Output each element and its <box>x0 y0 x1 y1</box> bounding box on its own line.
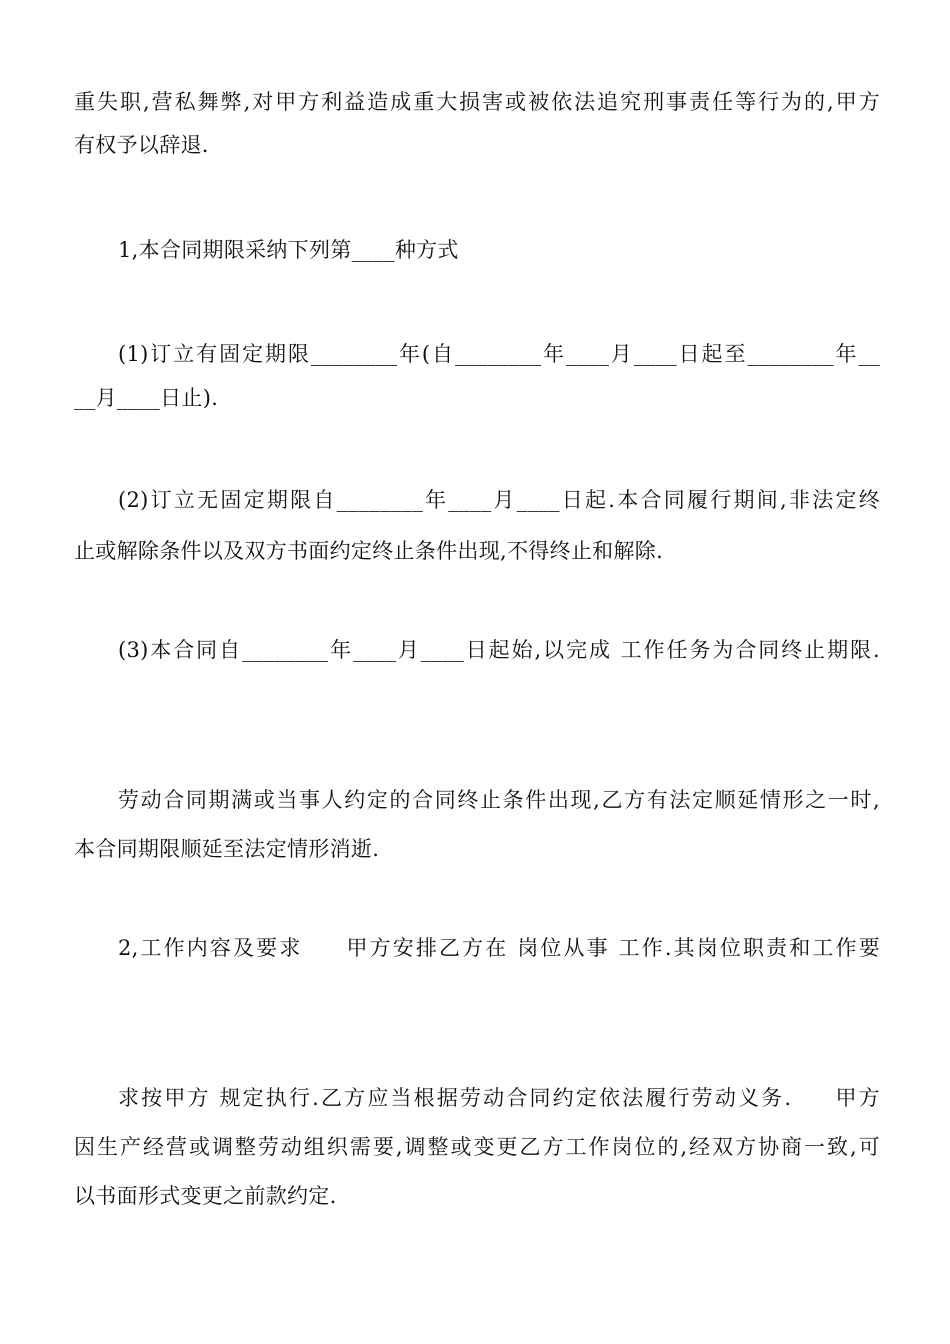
text-line: 重失职,营私舞弊,对甲方利益造成重大损害或被依法追究刑事责任等行为的,甲方 <box>74 90 880 114</box>
text-line: 求按甲方 规定执行.乙方应当根据劳动合同约定依法履行劳动义务. 甲方 <box>118 1086 880 1110</box>
text-line: 止或解除条件以及双方书面约定终止条件出现,不得终止和解除. <box>74 539 664 563</box>
text-line: (2)订立无固定期限自________年____月____日起.本合同履行期间,非法定终 <box>118 488 880 512</box>
text-line: 劳动合同期满或当事人约定的合同终止条件出现,乙方有法定顺延情形之一时, <box>118 788 880 812</box>
text-line: 以书面形式变更之前款约定. <box>74 1184 337 1208</box>
text-line: 本合同期限顺延至法定情形消逝. <box>74 837 380 861</box>
text-line: 因生产经营或调整劳动组织需要,调整或变更乙方工作岗位的,经双方协商一致,可 <box>74 1135 880 1159</box>
text-line: 有权予以辞退. <box>74 133 209 157</box>
text-line: 2,工作内容及要求 甲方安排乙方在 岗位从事 工作.其岗位职责和工作要 <box>118 936 880 960</box>
text-line: 1,本合同期限采纳下列第____种方式 <box>118 238 459 262</box>
text-line: (3)本合同自________年____月____日起始,以完成 工作任务为合同终止期限. <box>118 638 880 662</box>
text-line: (1)订立有固定期限________年(自________年____月____日起至________年__ <box>118 342 880 366</box>
text-line: __月____日止). <box>74 386 219 410</box>
